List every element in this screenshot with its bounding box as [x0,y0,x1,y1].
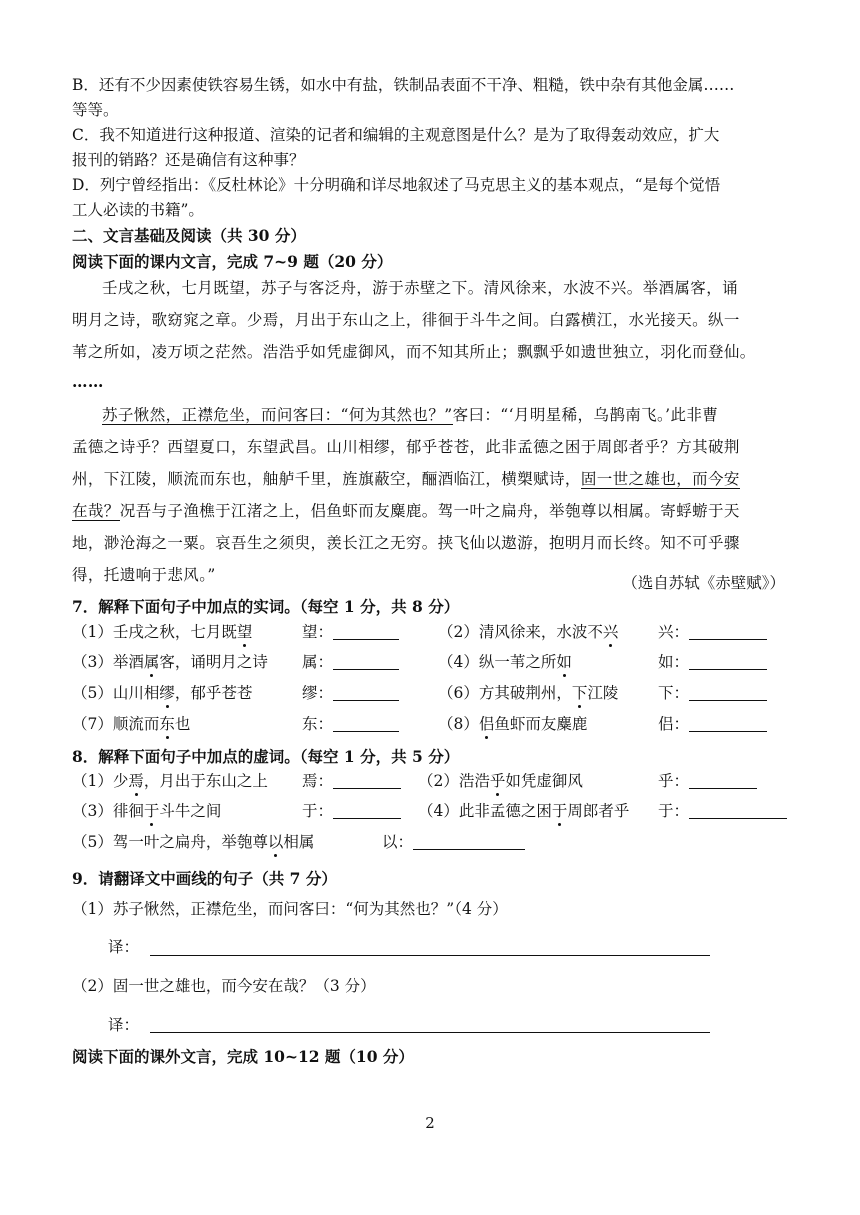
underlined-sentence-2b: 在哉？ [72,502,120,520]
answer-key-label: 乎： [658,772,690,790]
item-text: 顺流而 [112,715,160,733]
item-text: 斗牛之间 [159,802,222,820]
emphasized-word: 望 [237,620,253,644]
answer-key-label: 东： [302,715,334,733]
item-number: （4） [418,802,459,820]
item-text: 驾一叶之扁舟，举匏尊 [112,833,268,851]
passage-line [72,498,740,524]
q9-sentence-2: （2）固一世之雄也，而今安在哉？（3 分） [72,977,376,995]
item-number: （1） [72,772,113,790]
passage-line: 地，渺沧海之一粟。哀吾生之须臾，羡长江之无穷。挟飞仙以遨游，抱明月而长终。知不可乎骤 [72,534,740,552]
item-number: （2） [418,772,459,790]
answer-key [658,681,767,705]
item-number: （2） [438,623,479,641]
question-item [438,712,587,736]
answer-blank[interactable] [689,715,767,732]
item-text: 浩浩 [458,772,490,790]
option-b-line1: B．还有不少因素使铁容易生锈，如水中有盐，铁制品表面不干净、粗糙，铁中杂有其他金属…… [72,76,735,94]
option-d-line1: D．列宁曾经指出：《反杜林论》十分明确和详尽地叙述了马克思主义的基本观点，“是每个觉悟 [72,176,721,194]
answer-key-label: 如： [658,653,690,671]
item-text: 此非孟德之困 [458,802,552,820]
answer-blank[interactable] [333,715,399,732]
section-heading: 二、文言基础及阅读（共 30 分） [72,226,306,245]
item-number: （3） [72,802,113,820]
answer-blank[interactable] [333,623,399,640]
answer-key [658,650,767,674]
passage-text: 况吾与子渔樵于江渚之上，侣鱼虾而友麋鹿。驾一叶之扁舟，举匏尊以相属。寄蜉蝣于天 [119,502,740,520]
answer-key [382,830,525,854]
option-d-line2: 工人必读的书籍”。 [72,201,204,219]
item-text: 举酒 [112,653,144,671]
underlined-sentence-1: 苏子愀然，正襟危坐，而问客曰：“何为其然也？” [102,406,453,424]
option-b-line2: 等等。 [72,101,119,119]
answer-blank[interactable] [333,802,401,819]
item-number: （3） [72,653,113,671]
answer-key-label: 望： [302,623,334,641]
reading-intro: 阅读下面的课内文言，完成 7~9 题（20 分） [72,252,393,271]
passage-text: 客曰：“‘月明星稀，乌鹊南飞。’此非曹 [452,406,719,424]
emphasized-word: 缪 [159,681,175,705]
page-number: 2 [425,1114,435,1132]
emphasized-word: 下 [572,681,588,705]
item-text: 少 [112,772,129,790]
emphasized-word: 东 [159,712,175,736]
answer-blank[interactable] [333,653,399,670]
passage-line: 苇之所如，凌万顷之茫然。浩浩乎如凭虚御风，而不知其所止；飘飘乎如遗世独立，羽化而登仙。 [72,343,756,361]
question-item [72,712,190,736]
item-text: 如凭虚御风 [505,772,583,790]
answer-blank[interactable] [689,684,767,701]
answer-blank[interactable] [333,684,399,701]
item-text: ，月出于东山之上 [143,772,268,790]
answer-key-label: 下： [658,684,690,702]
q9-sentence-1: （1）苏子愀然，正襟危坐，而问客曰：“何为其然也？”（4 分） [72,900,508,918]
item-number: （4） [438,653,479,671]
q9-title: 9．请翻译文中画线的句子（共 7 分） [72,869,337,888]
answer-key-label: 以： [382,833,414,851]
answer-blank[interactable] [413,833,525,850]
answer-blank[interactable] [689,802,787,819]
answer-key-label: 缪： [302,684,334,702]
passage-line: 孟德之诗乎？西望夏口，东望武昌。山川相缪，郁乎苍苍，此非孟德之困于周郎者乎？方其破荆 [72,438,740,456]
passage-line [72,466,740,492]
emphasized-word: 属 [144,650,160,674]
emphasized-word: 于 [552,799,568,823]
item-number: （6） [438,684,479,702]
question-item [438,681,618,705]
passage-source: （选自苏轼《赤壁赋》） [622,574,785,592]
passage-line: 壬戌之秋，七月既望，苏子与客泛舟，游于赤壁之下。清风徐来，水波不兴。举酒属客，诵 [102,279,739,297]
question-item [418,769,583,793]
emphasized-word: 焉 [128,769,144,793]
question-item [438,650,572,674]
item-text: 鱼虾而友麋鹿 [494,715,588,733]
item-text: 山川相 [112,684,160,702]
item-text: ，郁乎苍苍 [174,684,253,702]
item-text: 江陵 [587,684,619,702]
item-text: 也 [174,715,191,733]
answer-key [658,769,757,793]
option-c-line2: 报刊的销路？还是确信有这种事？ [72,151,305,169]
emphasized-word: 兴 [603,620,619,644]
question-item [438,620,618,644]
answer-key-label: 属： [302,653,334,671]
item-text: 清风徐来，水波不 [478,623,603,641]
question-item [72,799,221,823]
answer-key [302,799,401,823]
extra-reading-intro: 阅读下面的课外文言，完成 10~12 题（10 分） [72,1047,414,1066]
item-text: 周郎者乎 [567,802,630,820]
item-number: （1） [72,623,113,641]
answer-blank[interactable] [689,772,757,789]
q8-title: 8．解释下面句子中加点的虚词。（每空 1 分，共 5 分） [72,747,460,766]
item-number: （7） [72,715,113,733]
answer-key-label: 焉： [302,772,334,790]
question-item [72,620,252,644]
emphasized-word: 如 [556,650,572,674]
passage-line [102,402,718,428]
passage-text: 州，下江陵，顺流而东也，舳舻千里，旌旗蔽空，酾酒临江，横槊赋诗， [72,470,581,488]
emphasized-word: 乎 [490,769,506,793]
question-item [418,799,629,823]
emphasized-word: 于 [144,799,160,823]
question-item [72,650,268,674]
translation-answer-line-2[interactable] [150,1032,710,1033]
question-item [72,769,268,793]
q7-title: 7．解释下面句子中加点的实词。（每空 1 分，共 8 分） [72,597,460,616]
item-text: 相属 [283,833,315,851]
answer-key [302,712,399,736]
translate-label-2: 译： [108,1016,140,1034]
answer-blank[interactable] [689,653,767,670]
answer-blank[interactable] [333,772,401,789]
emphasized-word: 侣 [479,712,495,736]
answer-key-label: 于： [302,802,334,820]
translation-answer-line-1[interactable] [150,955,710,956]
underlined-sentence-2a: 固一世之雄也，而今安 [580,470,740,488]
answer-blank[interactable] [689,623,767,640]
answer-key [302,681,399,705]
passage-line: 得，托遗响于悲风。” [72,566,216,584]
option-c-line1: C．我不知道进行这种报道、渲染的记者和编辑的主观意图是什么？是为了取得轰动效应，扩大 [72,126,720,144]
passage-line: 明月之诗，歌窈窕之章。少焉，月出于东山之上，徘徊于斗牛之间。白露横江，水光接天。纵一 [72,311,740,329]
item-number: （5） [72,684,113,702]
answer-key [658,799,787,823]
answer-key [302,620,399,644]
item-text: 纵一苇之所 [478,653,557,671]
answer-key [658,712,767,736]
emphasized-word: 以 [268,830,284,854]
item-text: 徘徊 [112,802,144,820]
item-number: （5） [72,833,113,851]
passage-ellipsis: …… [72,372,104,391]
answer-key [658,620,767,644]
answer-key-label: 侣： [658,715,690,733]
item-text: 方其破荆州， [478,684,572,702]
answer-key [302,769,401,793]
translate-label-1: 译： [108,938,140,956]
question-item [72,830,314,854]
answer-key-label: 兴： [658,623,690,641]
answer-key [302,650,399,674]
question-item [72,681,252,705]
answer-key-label: 于： [658,802,690,820]
item-number: （8） [438,715,479,733]
item-text: 客，诵明月之诗 [159,653,268,671]
item-text: 壬戌之秋，七月既 [112,623,237,641]
